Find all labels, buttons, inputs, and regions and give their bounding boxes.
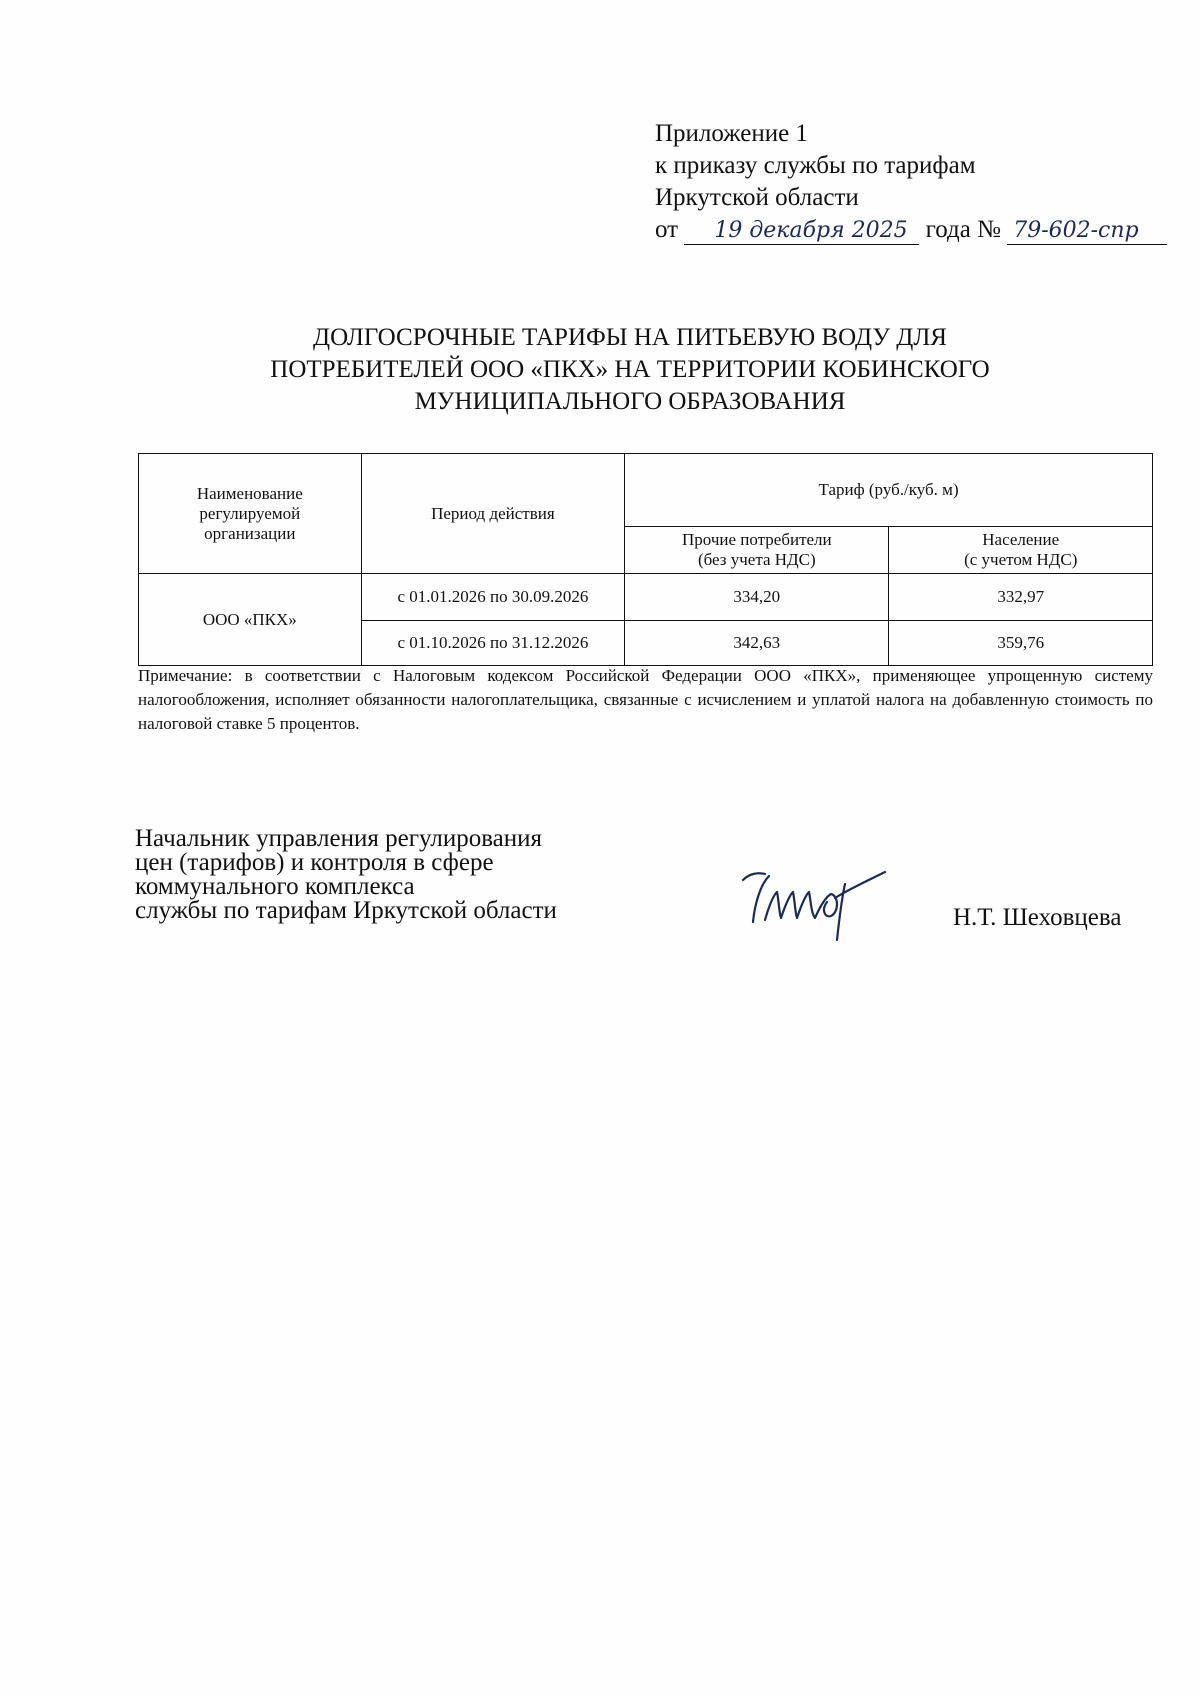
table-note: Примечание: в соответствии с Налоговым кодексом Российской Федерации ООО «ПКХ», применяющее упрощенную систему налогообложения, исполняет обязанности налогоплательщика, связанные с исчислением и уплатой налога на добавленную стоимость по налоговой ставке 5 процентов. — [138, 666, 1153, 733]
position-line-1: Начальник управления регулирования — [135, 825, 543, 852]
year-number-label: года № — [925, 216, 1001, 243]
other-tariff-cell: 342,63 — [625, 621, 889, 666]
title-line-2: ПОТРЕБИТЕЛЕЙ ООО «ПКХ» НА ТЕРРИТОРИИ КОБИНСКОГО — [270, 356, 990, 383]
title-line-3: МУНИЦИПАЛЬНОГО ОБРАЗОВАНИЯ — [414, 388, 846, 415]
organization-cell: ООО «ПКХ» — [139, 574, 362, 666]
header-population — [889, 527, 1153, 574]
handwritten-order-number: 79-602-спр — [1007, 218, 1167, 245]
population-tariff-cell: 332,97 — [889, 574, 1153, 621]
header-other-consumers — [625, 527, 889, 574]
population-tariff-cell: 359,76 — [889, 621, 1153, 666]
position-line-3: коммунального комплекса — [135, 873, 415, 900]
tariff-table — [138, 453, 1153, 666]
table-header-row — [139, 454, 1153, 527]
title-line-1: ДОЛГОСРОЧНЫЕ ТАРИФЫ НА ПИТЬЕВУЮ ВОДУ ДЛЯ — [313, 324, 947, 351]
header-tariff: Тариф (руб./куб. м) — [625, 454, 1153, 527]
header-organization — [139, 454, 362, 574]
header-other-text-1: Прочие потребители — [681, 530, 832, 549]
period-cell: с 01.10.2026 по 31.12.2026 — [361, 621, 625, 666]
header-org-text-2: регулируемой — [199, 503, 301, 523]
appendix-date-line — [655, 214, 1167, 246]
position-line-2: цен (тарифов) и контроля в сфере — [135, 849, 494, 876]
period-cell: с 01.01.2026 по 30.09.2026 — [361, 574, 625, 621]
header-other-text-2: (без учета НДС) — [697, 550, 816, 569]
document-title — [130, 322, 1130, 418]
table-row — [139, 574, 1153, 621]
handwritten-date: 19 декабря 2025 — [684, 218, 919, 245]
appendix-header — [655, 118, 1167, 246]
handwritten-signature — [735, 862, 945, 942]
header-period: Период действия — [361, 454, 625, 574]
header-pop-text-1: Население — [982, 530, 1060, 549]
from-label: от — [655, 216, 679, 243]
signatory-position — [135, 827, 557, 923]
header-org-text-1: Наименование — [196, 483, 303, 503]
signatory-name: Н.Т. Шеховцева — [953, 904, 1122, 931]
position-line-4: службы по тарифам Иркутской области — [135, 897, 557, 924]
header-pop-text-2: (с учетом НДС) — [964, 550, 1078, 569]
other-tariff-cell: 334,20 — [625, 574, 889, 621]
appendix-region: Иркутской области — [655, 184, 859, 211]
appendix-order-ref: к приказу службы по тарифам — [655, 152, 976, 179]
header-org-text-3: организации — [204, 523, 296, 543]
appendix-title: Приложение 1 — [655, 120, 808, 147]
